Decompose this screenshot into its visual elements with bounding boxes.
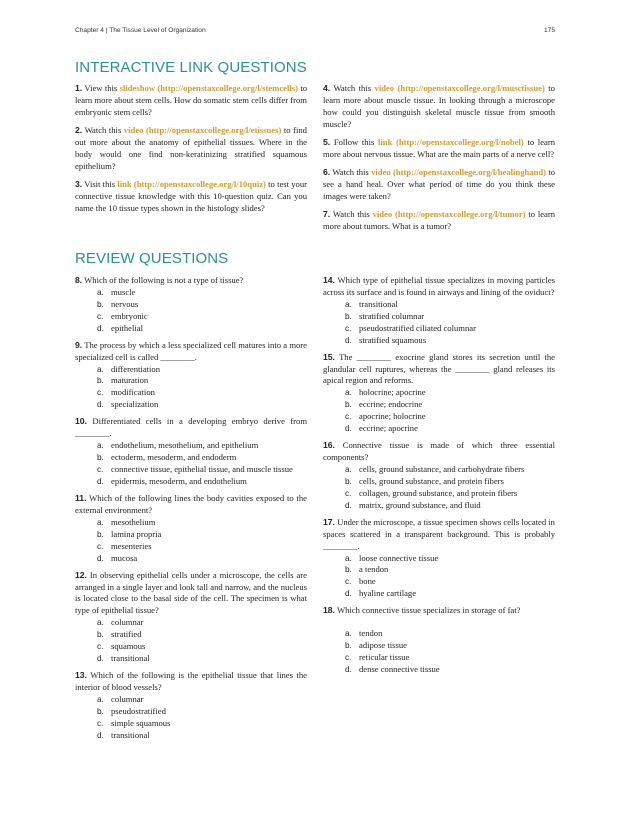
spacer [323, 617, 555, 628]
review-section-title: REVIEW QUESTIONS [75, 250, 229, 267]
option-letter: b. [345, 476, 352, 486]
question-stem [75, 275, 307, 287]
question-number: 1. [75, 83, 83, 93]
question-lead: Follow this [333, 136, 375, 147]
link-question [323, 209, 555, 233]
option-text: maturation [111, 375, 149, 386]
question-text: Which of the following lines the body cavities exposed to the external environment? [75, 492, 307, 515]
option-text: hyaline cartilage [359, 588, 417, 599]
running-header [75, 27, 555, 34]
answer-option [75, 476, 307, 488]
option-letter: d. [97, 323, 104, 333]
option-text: embryonic [111, 310, 148, 321]
question-text: Differentiated cells in a developing embryo derive from ________. [75, 416, 308, 439]
question-text: to find out more about the anatomy of epithelial tissues. Where in the body would one find non-keratinizing stratified squamous epithelium? [75, 124, 307, 171]
option-letter: b. [345, 400, 352, 410]
question-number: 7. [323, 208, 331, 219]
option-letter: b. [97, 299, 104, 309]
media-link[interactable]: video (http://openstaxcollege.org/l/healinghand) [371, 166, 547, 177]
option-text: specialization [111, 399, 159, 410]
question-stem [323, 352, 555, 388]
option-text: matrix, ground substance, and fluid [359, 499, 481, 510]
answer-option [75, 375, 307, 387]
option-letter: b. [97, 453, 104, 463]
option-text: dense connective tissue [359, 663, 440, 674]
question-number: 16. [323, 440, 335, 451]
option-letter: d. [97, 476, 104, 486]
option-text: reticular tissue [359, 652, 410, 663]
option-text: columnar [111, 693, 144, 704]
answer-option [323, 299, 555, 311]
answer-option [75, 629, 307, 641]
question-stem [323, 605, 555, 617]
page-number: 175 [543, 27, 555, 34]
answer-option [323, 576, 555, 588]
answer-option [75, 553, 307, 565]
option-letter: a. [97, 287, 104, 297]
answer-option [323, 423, 555, 435]
option-text: muscle [111, 286, 136, 297]
option-letter: d. [345, 589, 352, 599]
review-left-column [75, 275, 307, 747]
link-question [323, 167, 555, 203]
question-number: 4. [323, 83, 331, 93]
option-letter: a. [97, 517, 104, 527]
question-stem [75, 570, 307, 618]
option-letter: d. [97, 653, 104, 663]
option-letter: b. [345, 311, 352, 321]
option-text: lamina propria [111, 528, 162, 539]
question-number: 8. [75, 275, 83, 285]
option-text: loose connective tissue [359, 552, 439, 563]
option-letter: a. [345, 388, 352, 398]
question-text: Which connective tissue specializes in storage of fat? [336, 605, 521, 616]
answer-option [75, 399, 307, 411]
review-right-column [323, 275, 555, 681]
question-stem [323, 517, 555, 553]
answer-option [323, 335, 555, 347]
question-text: The ________ exocrine gland stores its secretion until the glandular cell ruptures, whereas the ________ gland releases its apical region and reforms. [323, 351, 555, 386]
answer-option [323, 464, 555, 476]
answer-option [323, 476, 555, 488]
review-question [75, 570, 307, 665]
answer-option [75, 694, 307, 706]
answer-option [75, 653, 307, 665]
option-text: a tendon [359, 564, 389, 575]
option-text: mucosa [111, 552, 138, 563]
answer-option [75, 517, 307, 529]
answer-options [75, 617, 307, 665]
question-text: to learn more about muscle tissue. In looking through a microscope how could you distinguish skeletal muscle tissue from smooth muscle? [323, 83, 555, 129]
media-link[interactable]: video (http://openstaxcollege.org/l/tumor) [372, 208, 526, 219]
question-number: 11. [75, 492, 87, 503]
question-number: 9. [75, 339, 83, 350]
question-stem [75, 340, 307, 364]
option-text: squamous [111, 641, 146, 652]
media-link[interactable]: slideshow (http://openstaxcollege.org/l/stemcells) [119, 83, 298, 93]
question-number: 5. [323, 136, 331, 147]
question-number: 14. [323, 275, 335, 285]
answer-options [75, 364, 307, 412]
chapter-title: Chapter 4 | The Tissue Level of Organization [75, 27, 206, 34]
answer-option [75, 364, 307, 376]
option-letter: b. [345, 641, 352, 651]
interactive-section-title: INTERACTIVE LINK QUESTIONS [75, 59, 307, 76]
answer-options [323, 387, 555, 435]
option-text: bone [359, 576, 376, 587]
answer-option [75, 529, 307, 541]
review-question [75, 493, 307, 564]
answer-option [323, 564, 555, 576]
link-question [323, 83, 555, 131]
answer-option [323, 399, 555, 411]
answer-option [75, 464, 307, 476]
option-letter: c. [345, 488, 352, 498]
option-text: eccrine; apocrine [359, 423, 418, 434]
answer-option [323, 628, 555, 640]
answer-option [323, 387, 555, 399]
option-letter: c. [345, 323, 352, 333]
option-text: nervous [111, 298, 139, 309]
answer-options [75, 287, 307, 335]
question-number: 12. [75, 569, 87, 580]
answer-option [75, 452, 307, 464]
answer-option [75, 323, 307, 335]
link-question [323, 137, 555, 161]
review-question [75, 416, 307, 487]
answer-option [323, 640, 555, 652]
answer-options [323, 299, 555, 347]
option-text: epithelial [111, 322, 143, 333]
answer-option [75, 287, 307, 299]
question-lead: Visit this [84, 178, 116, 189]
option-text: ectoderm, mesoderm, and endoderm [111, 452, 237, 463]
question-stem [75, 670, 307, 694]
interactive-left-column [75, 83, 307, 221]
option-text: tendon [359, 628, 383, 639]
option-letter: d. [97, 400, 104, 410]
question-lead: View this [84, 83, 118, 93]
question-text: Which type of epithelial tissue specializes in moving particles across its surface and is found in airways and lining of the oviduct? [323, 275, 556, 297]
option-letter: b. [345, 565, 352, 575]
option-text: transitional [359, 298, 398, 309]
option-text: holocrine; apocrine [359, 387, 426, 398]
answer-option [323, 553, 555, 565]
option-letter: a. [97, 441, 104, 451]
answer-option [323, 500, 555, 512]
answer-option [323, 323, 555, 335]
answer-option [75, 311, 307, 323]
question-text: The process by which a less specialized cell matures into a more specialized cell is called ________. [75, 339, 307, 362]
answer-option [75, 706, 307, 718]
option-text: connective tissue, epithelial tissue, and muscle tissue [111, 463, 293, 474]
question-number: 15. [323, 351, 335, 362]
review-question [323, 605, 555, 676]
option-letter: c. [345, 653, 352, 663]
option-letter: a. [345, 553, 352, 563]
question-text: to learn more about stem cells. How do somatic stem cells differ from embryonic stem cells? [75, 83, 307, 117]
question-text: Which of the following is the epithelial tissue that lines the interior of blood vessels? [75, 670, 307, 692]
answer-option [75, 718, 307, 730]
option-letter: a. [97, 364, 104, 374]
question-text: Under the microscope, a tissue specimen shows cells located in spaces scattered in a transparent background. This is probably ________. [323, 516, 555, 551]
question-stem [75, 416, 307, 440]
question-text: Which of the following is not a type of tissue? [84, 275, 244, 285]
interactive-right-column [323, 83, 555, 239]
question-number: 3. [75, 178, 83, 189]
link-question [75, 179, 307, 215]
question-text: Connective tissue is made of which three essential components? [323, 440, 555, 463]
option-text: mesothelium [111, 516, 156, 527]
option-text: apocrine; holocrine [359, 411, 426, 422]
answer-options [323, 628, 555, 676]
question-text: to test your connective tissue knowledge with this 10-question quiz. Can you name the 10 tissue types shown in the histology slides? [75, 178, 307, 213]
option-letter: c. [97, 718, 104, 728]
option-text: cells, ground substance, and protein fibers [359, 475, 504, 486]
option-letter: d. [345, 335, 352, 345]
question-stem [323, 275, 555, 299]
answer-options [75, 440, 307, 488]
review-question [323, 275, 555, 346]
option-letter: c. [97, 311, 104, 321]
option-letter: a. [345, 299, 352, 309]
question-number: 10. [75, 416, 87, 427]
option-letter: a. [97, 694, 104, 704]
answer-options [323, 464, 555, 512]
review-question [323, 517, 555, 600]
option-text: transitional [111, 729, 150, 740]
option-letter: b. [97, 706, 104, 716]
question-stem [75, 493, 307, 517]
media-link[interactable]: video (http://openstaxcollege.org/l/musctissue) [374, 83, 545, 93]
option-letter: a. [345, 629, 352, 639]
answer-option [323, 411, 555, 423]
option-text: pseudostratified ciliated columnar [359, 322, 476, 333]
answer-option [323, 652, 555, 664]
question-text: to learn more about tumors. What is a tumor? [323, 208, 556, 231]
answer-option [75, 541, 307, 553]
option-letter: d. [345, 424, 352, 434]
link-question [75, 125, 307, 173]
question-number: 13. [75, 670, 87, 681]
answer-option [75, 730, 307, 742]
answer-option [75, 387, 307, 399]
option-letter: d. [345, 664, 352, 674]
option-text: stratified [111, 629, 142, 640]
option-letter: b. [97, 630, 104, 640]
option-letter: c. [345, 577, 352, 587]
answer-option [75, 299, 307, 311]
option-letter: c. [97, 541, 104, 551]
option-text: cells, ground substance, and carbohydrate fibers [359, 463, 525, 474]
media-link[interactable]: video (http://openstaxcollege.org/l/etissues) [123, 124, 282, 135]
option-text: simple squamous [111, 717, 171, 728]
option-text: epidermis, mesoderm, and endothelium [111, 475, 247, 486]
option-letter: a. [345, 464, 352, 474]
question-lead: Watch this [332, 166, 369, 177]
question-lead: Watch this [332, 208, 370, 219]
option-letter: c. [345, 412, 352, 422]
option-text: differentiation [111, 363, 160, 374]
option-letter: d. [345, 500, 352, 510]
option-text: stratified columnar [359, 310, 425, 321]
option-text: mesenteries [111, 540, 152, 551]
answer-option [75, 440, 307, 452]
answer-options [75, 694, 307, 742]
option-letter: c. [97, 388, 104, 398]
option-text: columnar [111, 617, 144, 628]
answer-options [323, 553, 555, 601]
question-text: to see a hand heal. Over what period of time do you think these images were taken? [323, 166, 556, 201]
answer-option [323, 588, 555, 600]
option-letter: a. [97, 618, 104, 628]
option-letter: d. [97, 553, 104, 563]
option-text: transitional [111, 652, 150, 663]
option-text: stratified squamous [359, 334, 427, 345]
review-question [75, 275, 307, 335]
answer-option [323, 664, 555, 676]
answer-option [75, 617, 307, 629]
question-lead: Watch this [84, 124, 122, 135]
option-text: adipose tissue [359, 640, 407, 651]
option-letter: b. [97, 529, 104, 539]
question-number: 6. [323, 166, 331, 177]
answer-options [75, 517, 307, 565]
question-number: 17. [323, 516, 335, 527]
option-text: eccrine; endocrine [359, 399, 423, 410]
question-number: 2. [75, 124, 83, 135]
answer-option [75, 641, 307, 653]
link-question [75, 83, 307, 119]
review-question [323, 352, 555, 435]
question-text: to learn more about nervous tissue. What are the main parts of a nerve cell? [323, 136, 555, 159]
media-link[interactable]: link (http://openstaxcollege.org/l/nobel) [378, 136, 524, 147]
option-text: collagen, ground substance, and protein fibers [359, 487, 518, 498]
question-text: In observing epithelial cells under a microscope, the cells are arranged in a single layer and look tall and narrow, and the nucleus is located close to the basal side of the cell. The specimen is what type of epithelial tissue? [75, 569, 307, 616]
option-text: endothelium, mesothelium, and epithelium [111, 440, 259, 451]
option-letter: d. [97, 730, 104, 740]
review-question [75, 670, 307, 741]
question-stem [323, 440, 555, 464]
option-text: pseudostratified [111, 705, 166, 716]
answer-option [323, 311, 555, 323]
question-lead: Watch this [333, 83, 372, 93]
option-letter: b. [97, 376, 104, 386]
question-number: 18. [323, 605, 335, 616]
answer-option [323, 488, 555, 500]
option-letter: c. [97, 464, 104, 474]
review-question [75, 340, 307, 411]
review-question [323, 440, 555, 511]
media-link[interactable]: link (http://openstaxcollege.org/l/10quiz) [117, 178, 266, 189]
option-text: modification [111, 387, 155, 398]
option-letter: c. [97, 642, 104, 652]
